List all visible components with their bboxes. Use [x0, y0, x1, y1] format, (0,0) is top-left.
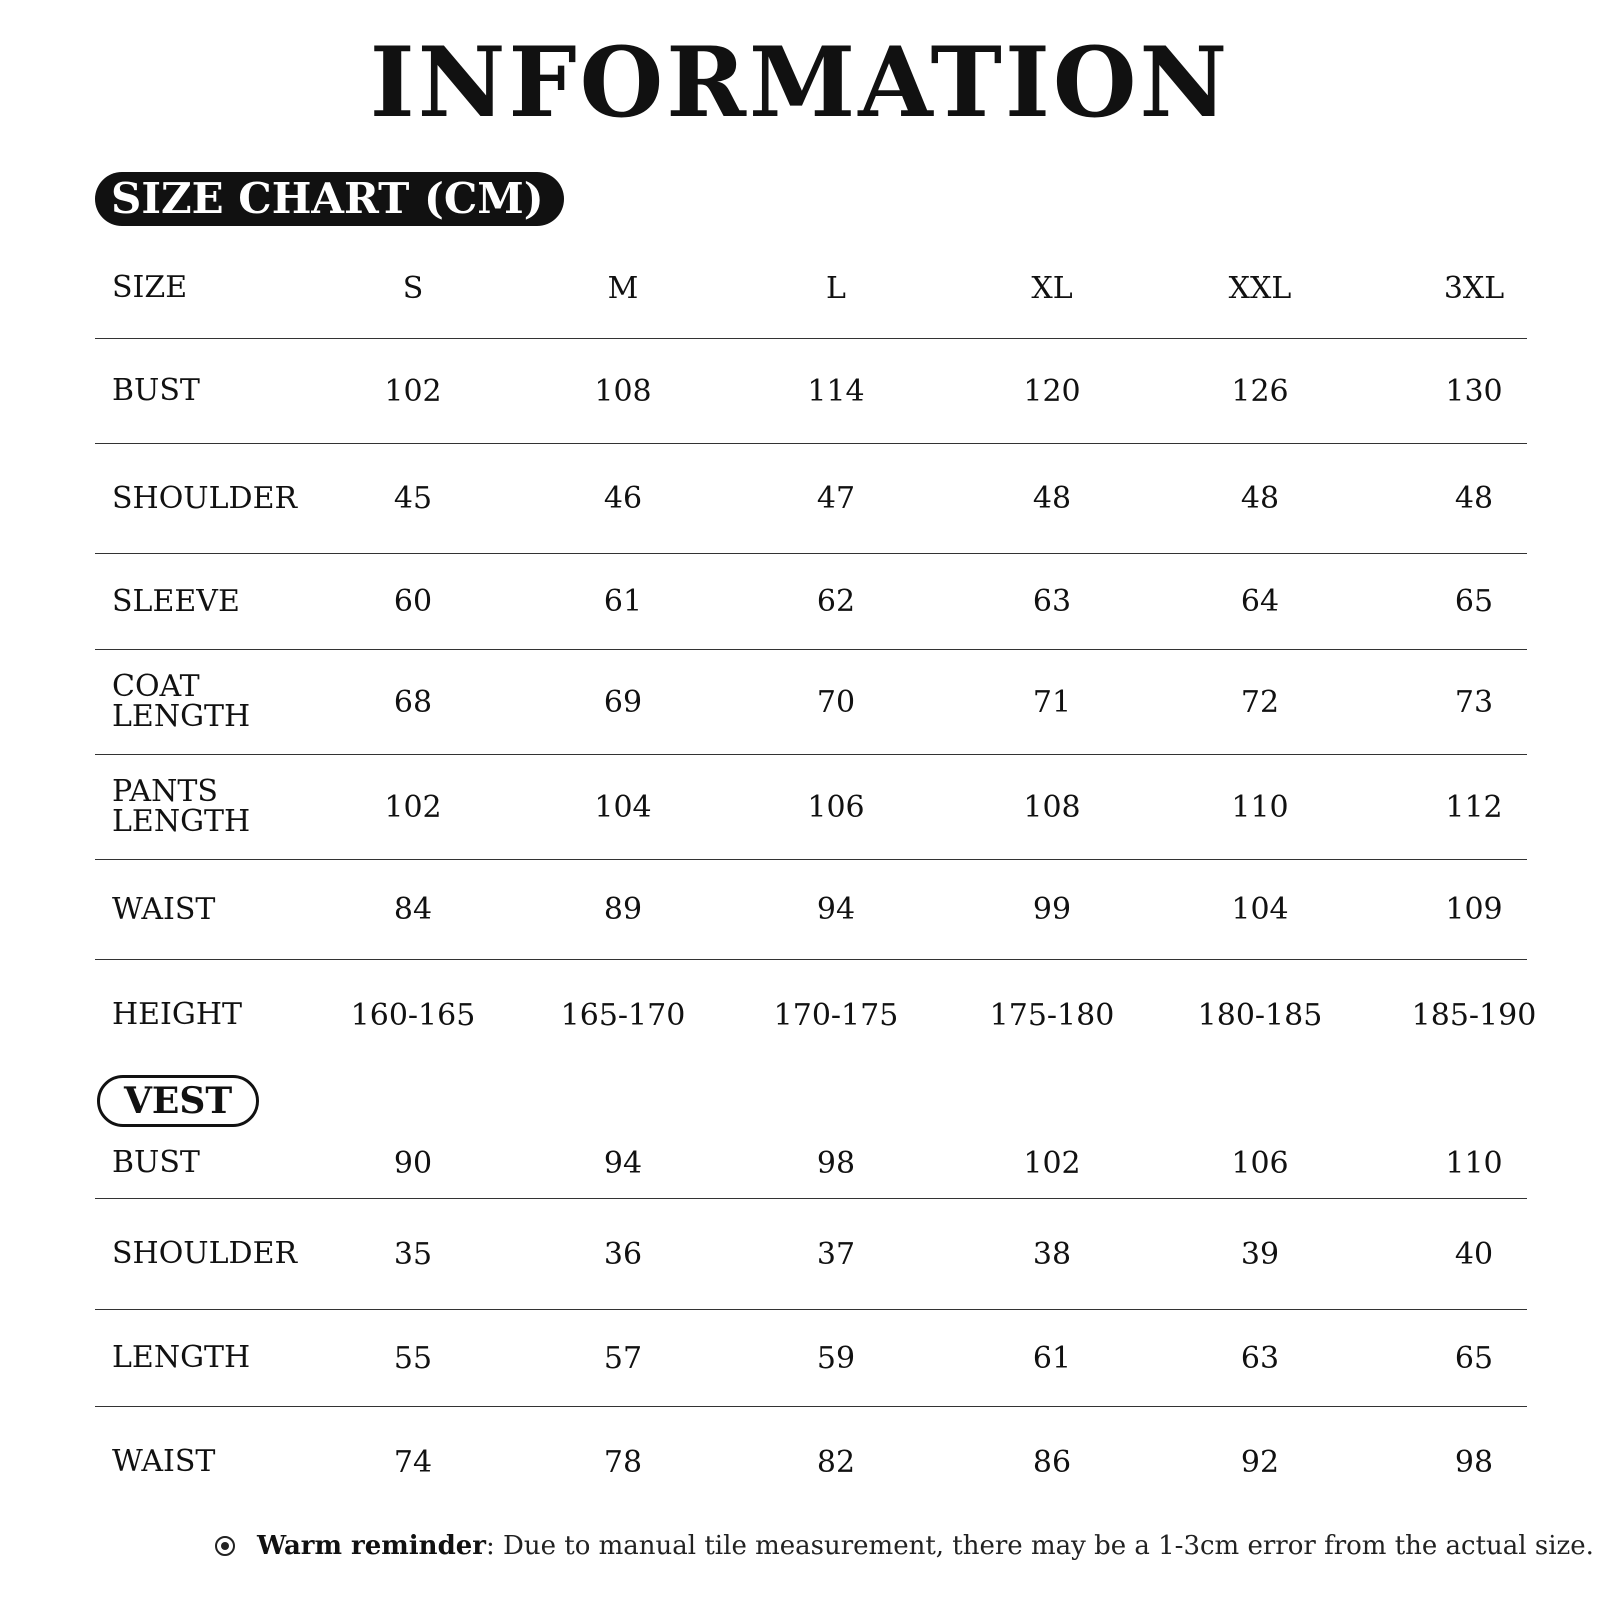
table-cell: 38 [1032, 1236, 1072, 1272]
row-label: WAIST [112, 891, 216, 927]
reminder-text: : Due to manual tile measurement, there may be a 1-3cm error from the actual size. [486, 1531, 1594, 1561]
table-cell: 57 [603, 1340, 643, 1376]
table-cell: 65 [1454, 584, 1494, 619]
table-row [95, 755, 1527, 860]
table-cell: 102 [384, 373, 442, 409]
size-chart-badge: SIZE CHART (CM) [95, 172, 564, 226]
table-cell: 104 [594, 789, 652, 825]
table-cell: 47 [816, 481, 856, 516]
table-cell: 74 [393, 1444, 433, 1480]
table-cell: 114 [807, 373, 865, 409]
row-label: SHOULDER [112, 1236, 298, 1271]
table-cell: 175-180 [989, 997, 1115, 1033]
table-row [95, 1199, 1527, 1310]
row-label: SLEEVE [112, 583, 240, 619]
table-row [95, 960, 1537, 1070]
table-cell: 61 [603, 584, 643, 619]
table-row [95, 1310, 1527, 1407]
table-cell: 60 [393, 584, 433, 619]
table-row [95, 860, 1527, 960]
vest-badge: VEST [97, 1075, 259, 1127]
table-cell: 112 [1445, 789, 1503, 825]
page-title: INFORMATION [369, 26, 1231, 139]
table-cell: 36 [603, 1236, 643, 1272]
reminder-label: Warm reminder [257, 1531, 486, 1561]
table-cell: 64 [1240, 584, 1280, 619]
size-header-l: L [826, 270, 846, 306]
table-cell: 82 [816, 1444, 856, 1480]
row-label: COAT LENGTH [112, 669, 251, 734]
table-cell: 70 [816, 684, 856, 720]
row-label: PANTS LENGTH [112, 774, 251, 839]
table-cell: 92 [1240, 1444, 1280, 1480]
size-header-row [95, 238, 1527, 339]
table-cell: 102 [384, 789, 442, 825]
warm-reminder [215, 1528, 1594, 1564]
table-cell: 110 [1231, 789, 1289, 825]
table-cell: 59 [816, 1340, 856, 1376]
table-cell: 104 [1231, 892, 1289, 927]
row-label: SHOULDER [112, 480, 298, 516]
table-cell: 72 [1240, 684, 1280, 720]
table-cell: 106 [1231, 1145, 1289, 1181]
table-row [95, 1407, 1527, 1517]
table-cell: 46 [603, 481, 643, 516]
table-cell: 84 [393, 892, 433, 927]
table-cell: 89 [603, 892, 643, 927]
table-cell: 165-170 [560, 997, 686, 1033]
table-cell: 45 [393, 481, 433, 516]
size-header-3xl: 3XL [1443, 270, 1505, 306]
table-cell: 63 [1032, 584, 1072, 619]
table-cell: 86 [1032, 1444, 1072, 1480]
table-cell: 61 [1032, 1340, 1072, 1376]
row-label: BUST [112, 1145, 200, 1180]
size-header-xxl: XXL [1228, 270, 1292, 306]
table-cell: 48 [1032, 481, 1072, 516]
table-cell: 90 [393, 1145, 433, 1181]
table-row [95, 1128, 1527, 1199]
table-cell: 35 [393, 1236, 433, 1272]
table-cell: 102 [1023, 1145, 1081, 1181]
table-cell: 48 [1454, 481, 1494, 516]
table-cell: 78 [603, 1444, 643, 1480]
table-cell: 39 [1240, 1236, 1280, 1272]
table-cell: 126 [1231, 373, 1289, 409]
table-cell: 71 [1032, 684, 1072, 720]
table-cell: 160-165 [350, 997, 476, 1033]
row-label: LENGTH [112, 1340, 251, 1375]
table-row [95, 444, 1527, 554]
table-cell: 98 [816, 1145, 856, 1181]
table-cell: 68 [393, 684, 433, 720]
table-cell: 69 [603, 684, 643, 720]
table-cell: 99 [1032, 892, 1072, 927]
row-label: WAIST [112, 1444, 216, 1479]
table-row [95, 650, 1527, 755]
table-cell: 108 [1023, 789, 1081, 825]
size-header-xl: XL [1031, 270, 1073, 306]
radio-dot-icon [215, 1536, 235, 1556]
table-cell: 108 [594, 373, 652, 409]
row-label: HEIGHT [112, 997, 243, 1032]
table-cell: 62 [816, 584, 856, 619]
table-cell: 94 [603, 1145, 643, 1181]
table-cell: 180-185 [1197, 997, 1323, 1033]
table-cell: 110 [1445, 1145, 1503, 1181]
table-cell: 185-190 [1411, 997, 1537, 1033]
table-cell: 120 [1023, 373, 1081, 409]
table-cell: 98 [1454, 1444, 1494, 1480]
table-cell: 106 [807, 789, 865, 825]
size-header-s: S [402, 270, 424, 306]
table-cell: 109 [1445, 892, 1503, 927]
table-cell: 130 [1445, 373, 1503, 409]
table-cell: 65 [1454, 1340, 1494, 1376]
table-cell: 63 [1240, 1340, 1280, 1376]
table-cell: 40 [1454, 1236, 1494, 1272]
table-cell: 94 [816, 892, 856, 927]
table-cell: 55 [393, 1340, 433, 1376]
table-row [95, 554, 1527, 650]
table-cell: 48 [1240, 481, 1280, 516]
table-row [95, 339, 1527, 444]
table-cell: 37 [816, 1236, 856, 1272]
table-cell: 73 [1454, 684, 1494, 720]
table-cell: 170-175 [773, 997, 899, 1033]
size-header-m: M [607, 270, 639, 306]
row-label: BUST [112, 373, 200, 408]
size-header-label: SIZE [112, 270, 188, 305]
